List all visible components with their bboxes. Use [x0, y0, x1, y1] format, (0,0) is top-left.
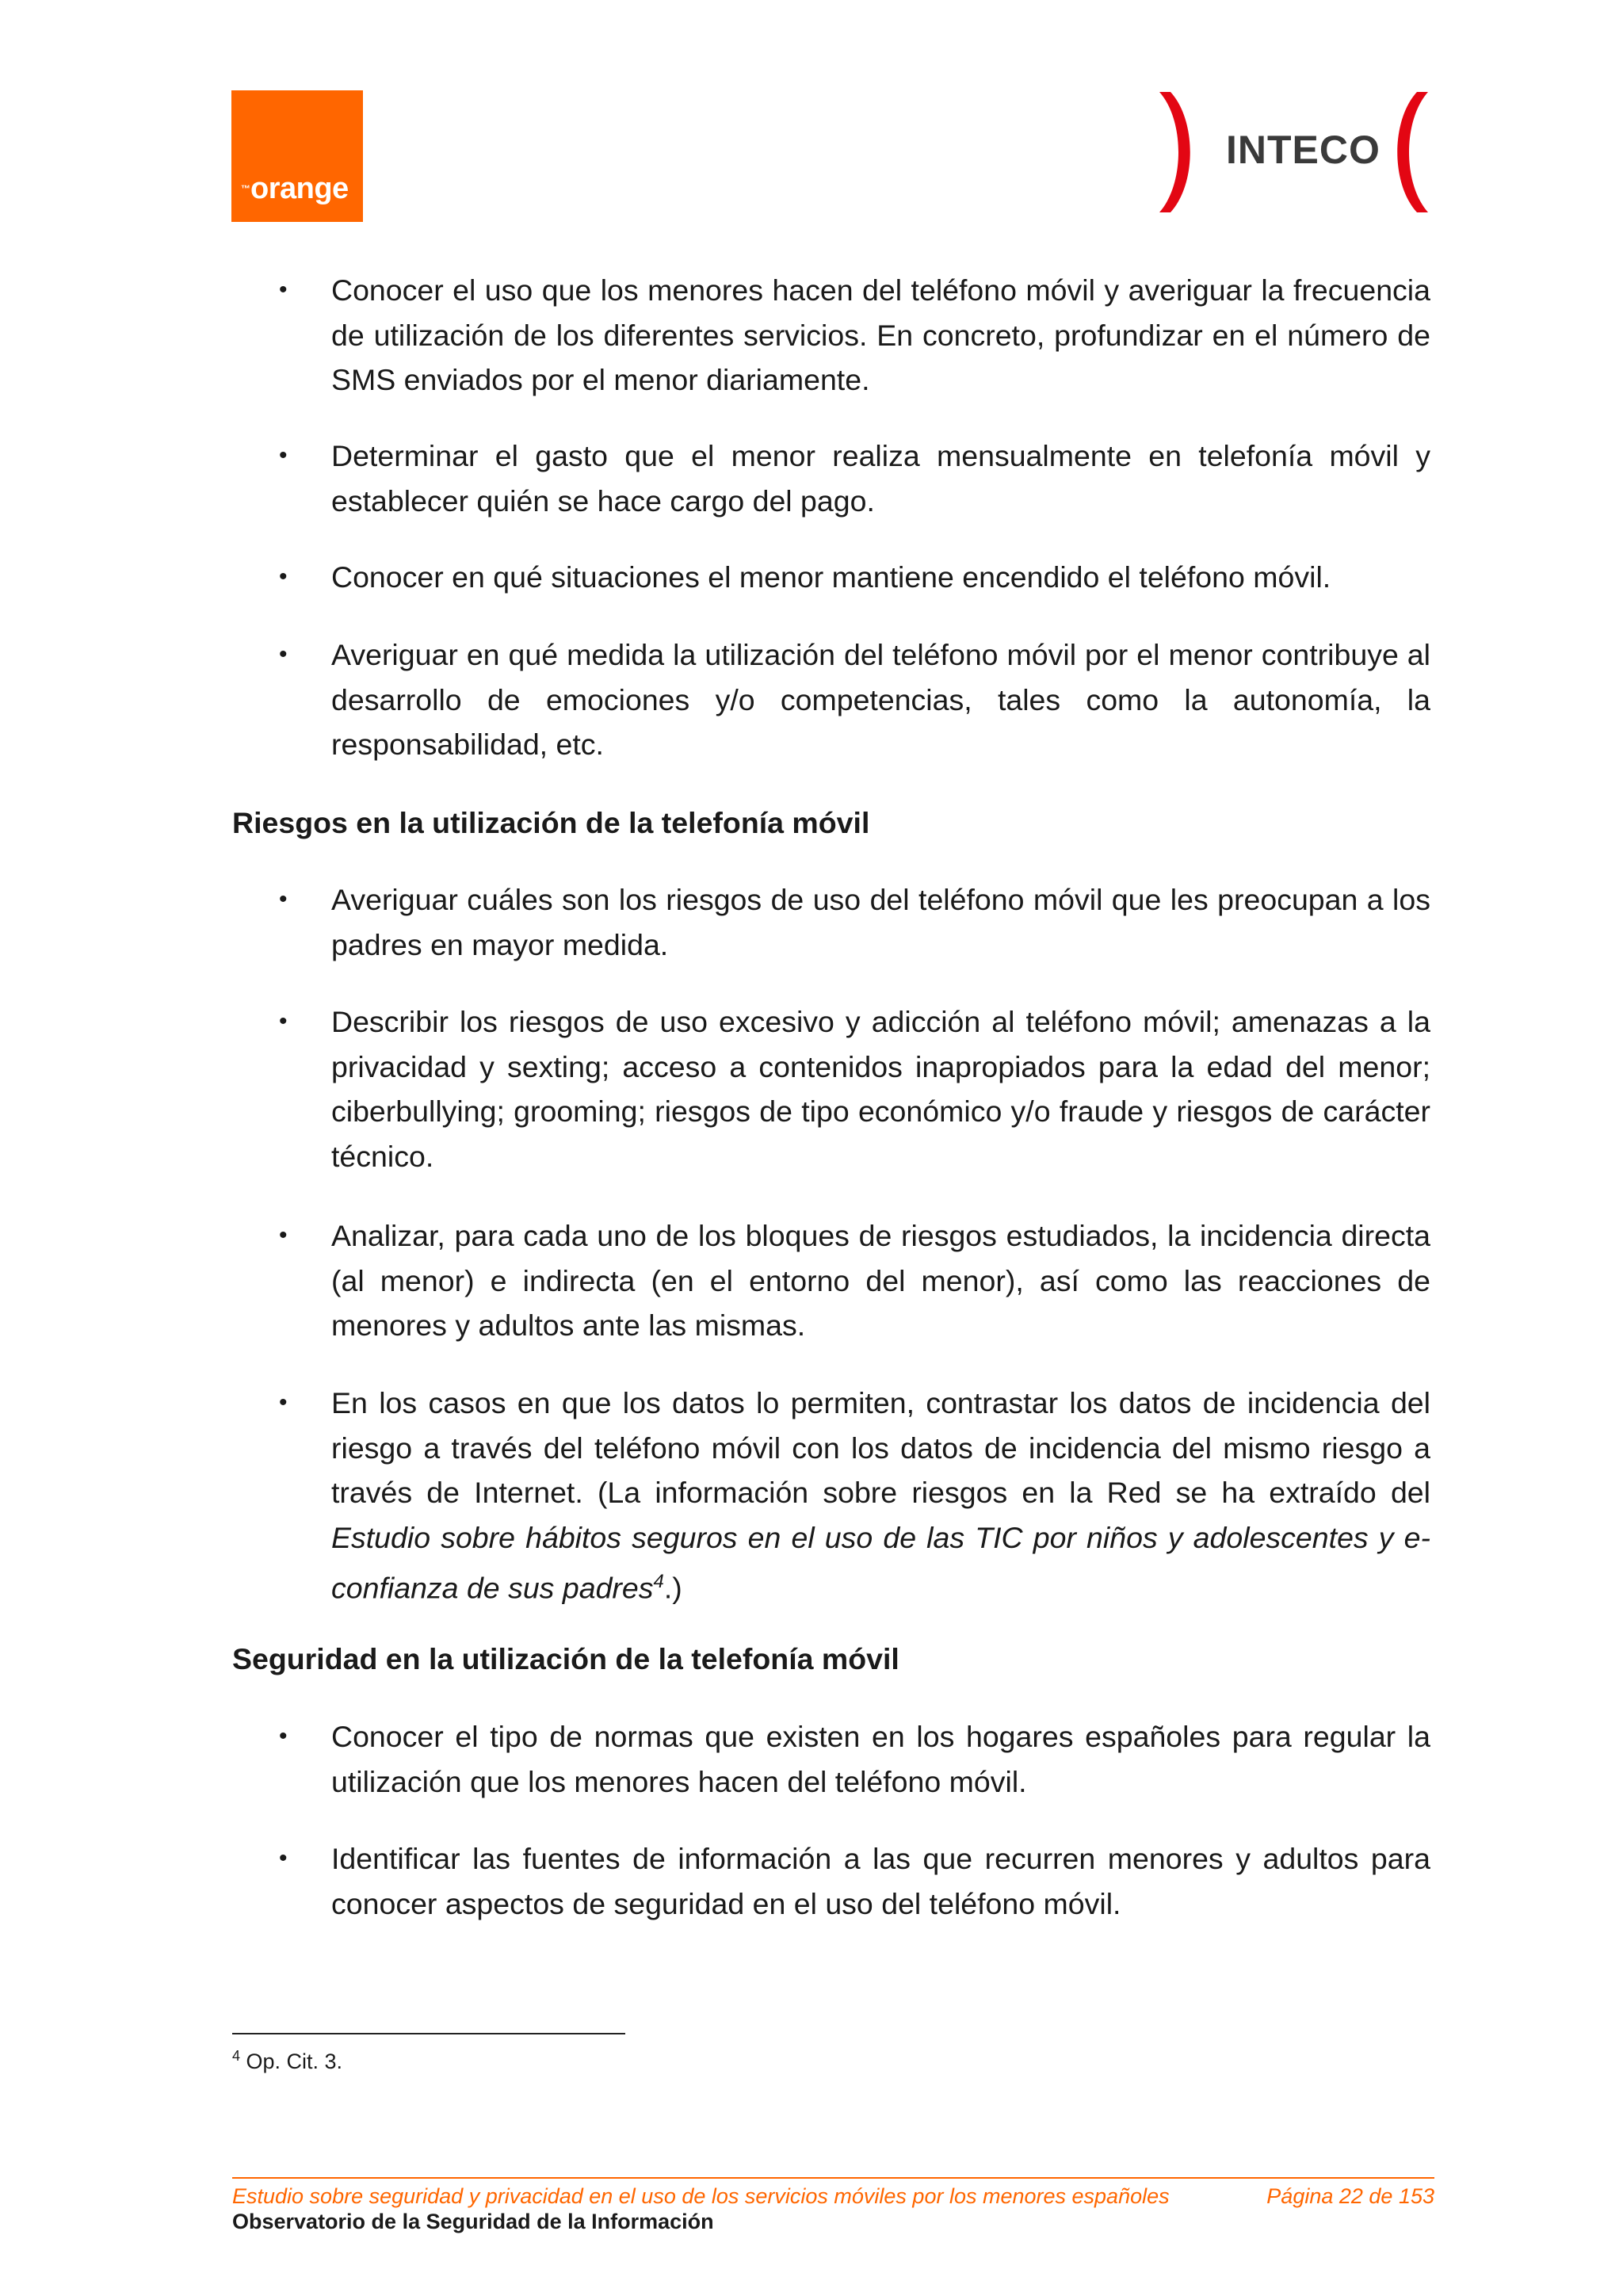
- orange-logo-tm: ™: [241, 183, 250, 195]
- footnote-divider: [232, 2033, 625, 2034]
- list-item: • Conocer el tipo de normas que existen en los hogares españoles para regular la utilización que los menores hacen del teléfono móvil.: [331, 1714, 1430, 1804]
- footnote: [232, 2048, 342, 2074]
- list-item: • Conocer el uso que los menores hacen del teléfono móvil y averiguar la frecuencia de utilización de los diferentes servicios. En concreto, profundizar en el número de SMS enviados por el menor diariamente.: [331, 268, 1430, 403]
- list-item: • Describir los riesgos de uso excesivo y adicción al teléfono móvil; amenazas a la privacidad y sexting; acceso a contenidos inapropiados para la edad del menor; ciberbullying; grooming; riesgos de tipo económico y/o fraude y riesgos de carácter técnico.: [331, 999, 1430, 1179]
- section-heading-security: Seguridad en la utilización de la telefonía móvil: [232, 1642, 899, 1675]
- orange-logo-text: orange: [250, 172, 349, 205]
- list-item: • Averiguar cuáles son los riesgos de uso del teléfono móvil que les preocupan a los padres en mayor medida.: [331, 877, 1430, 967]
- list-item: • Conocer en qué situaciones el menor mantiene encendido el teléfono móvil.: [331, 555, 1430, 600]
- list-item: [331, 1381, 1430, 1610]
- study-title: Estudio sobre hábitos seguros en el uso de las TIC por niños y adolescentes y e-confianza de sus padres: [331, 1520, 1430, 1605]
- list-item-text: En los casos en que los datos lo permiten, contrastar los datos de incidencia del riesgo a través del teléfono móvil con los datos de incidencia del mismo riesgo a través de Internet. (La información sobre riesgos en la Red se ha extraído del: [331, 1386, 1430, 1509]
- footnote-number: 4: [232, 2048, 241, 2064]
- footer-divider: [232, 2177, 1434, 2179]
- list-item: • Identificar las fuentes de información a las que recurren menores y adultos para conocer aspectos de seguridad en el uso del teléfono móvil.: [331, 1836, 1430, 1926]
- footer-document-title: Estudio sobre seguridad y privacidad en el uso de los servicios móviles por los menores españoles: [232, 2184, 1170, 2208]
- section-heading-risks: Riesgos en la utilización de la telefonía móvil: [232, 806, 870, 839]
- footnote-ref: 4: [653, 1571, 664, 1592]
- list-item: • Averiguar en qué medida la utilización del teléfono móvil por el menor contribuye al desarrollo de emociones y/o competencias, tales como la autonomía, la responsabilidad, etc.: [331, 632, 1430, 767]
- list-item: • Determinar el gasto que el menor realiza mensualmente en telefonía móvil y establecer quién se hace cargo del pago.: [331, 434, 1430, 523]
- inteco-logo: [1153, 89, 1434, 216]
- footer-organization: Observatorio de la Seguridad de la Información: [232, 2210, 714, 2233]
- inteco-logo-text: INTECO: [1226, 128, 1381, 172]
- footer-page-number: Página 22 de 153: [1266, 2184, 1434, 2208]
- orange-logo: [231, 90, 363, 222]
- list-item: • Analizar, para cada uno de los bloques de riesgos estudiados, la incidencia directa (al menor) e indirecta (en el entorno del menor), así como las reacciones de menores y adultos ante las mismas.: [331, 1213, 1430, 1348]
- list-item-end: .): [663, 1571, 682, 1605]
- footnote-text: Op. Cit. 3.: [240, 2050, 343, 2073]
